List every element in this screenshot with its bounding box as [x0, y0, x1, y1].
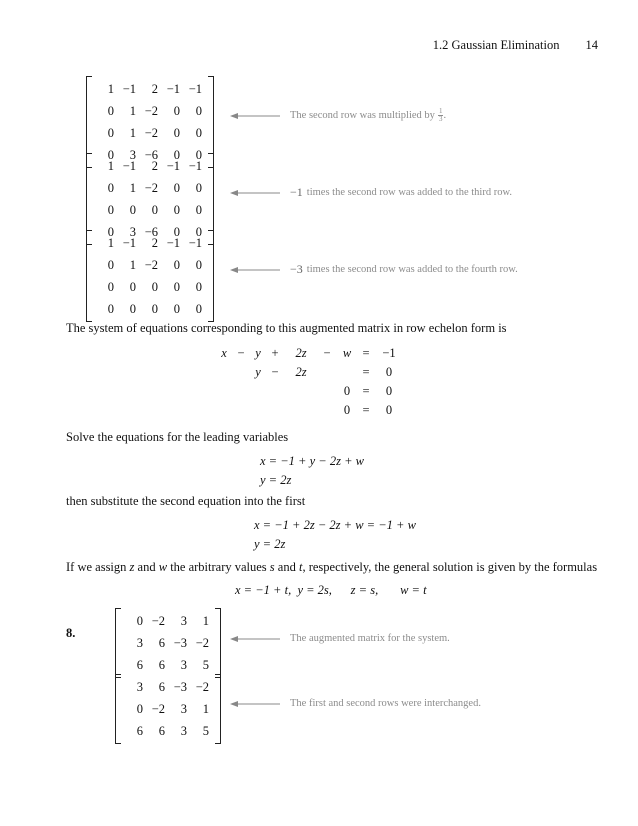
matrix-entries — [121, 674, 215, 744]
matrix-cell: −6 — [144, 225, 158, 239]
annotation-4: The augmented matrix for the system. — [230, 633, 450, 644]
left-arrow-icon — [230, 112, 280, 120]
matrix-cell: −1 — [188, 82, 202, 96]
paragraph-3: then substitute the second equation into the first — [66, 494, 306, 508]
equation-substituted-x: x = −1 + 2z − 2z + w = −1 + w — [254, 518, 416, 532]
left-arrow-icon — [230, 635, 280, 643]
matrix-cell: −2 — [144, 104, 158, 118]
system-term — [338, 363, 356, 382]
matrix-cell: 1 — [107, 159, 114, 173]
left-arrow-icon — [230, 189, 280, 197]
system-term — [316, 363, 338, 382]
matrix-cell: 0 — [195, 126, 202, 140]
matrix-cell: 6 — [136, 658, 143, 672]
matrix-cell: 0 — [195, 181, 202, 195]
paragraph-4: If we assign z and w the arbitrary values s and t, respectively, the general solution is given by the formulas — [66, 560, 598, 574]
matrix-cell: −2 — [151, 702, 165, 716]
matrix-cell: 3 — [180, 658, 187, 672]
matrix-cell: 0 — [107, 225, 114, 239]
equation-leading-x: x = −1 + y − 2z + w — [260, 454, 364, 468]
system-term: x — [221, 346, 227, 360]
equation-substituted-y: y = 2z — [254, 537, 286, 551]
matrix-cell: 0 — [173, 181, 180, 195]
matrix-cell: −2 — [144, 126, 158, 140]
matrix-cell: 3 — [136, 680, 143, 694]
system-term: = — [362, 346, 370, 360]
matrix-cell: 0 — [129, 203, 136, 217]
system-term — [286, 382, 316, 401]
matrix-cell: −1 — [166, 82, 180, 96]
equation-system — [218, 344, 402, 420]
annotation-3: −3 times the second row was added to the fourth row. — [230, 262, 518, 277]
system-term — [230, 401, 252, 420]
matrix-cell: −2 — [195, 680, 209, 694]
matrix-4 — [115, 608, 221, 678]
matrix-cell: 3 — [180, 614, 187, 628]
system-term: 0 — [385, 403, 393, 417]
matrix-cell: 0 — [173, 258, 180, 272]
matrix-cell: −1 — [188, 159, 202, 173]
matrix-cell: 0 — [195, 148, 202, 162]
matrix-cell: 0 — [129, 302, 136, 316]
matrix-cell: 0 — [107, 203, 114, 217]
matrix-cell: 0 — [195, 203, 202, 217]
problem-number: 8. — [66, 626, 76, 640]
system-term: − — [323, 346, 331, 360]
matrix-cell: 3 — [136, 636, 143, 650]
matrix-cell: 5 — [202, 658, 209, 672]
right-bracket — [215, 674, 221, 744]
matrix-cell: 0 — [173, 126, 180, 140]
matrix-cell: 6 — [136, 724, 143, 738]
system-term: 2z — [295, 365, 307, 379]
paragraph-2: Solve the equations for the leading variables — [66, 430, 289, 444]
matrix-cell: 3 — [129, 148, 136, 162]
page-number: 14 — [585, 38, 598, 52]
annotation-5: The first and second rows were interchanged. — [230, 698, 481, 709]
matrix-cell: 0 — [195, 225, 202, 239]
matrix-cell: 0 — [195, 302, 202, 316]
matrix-cell: 1 — [107, 236, 114, 250]
matrix-cell: 0 — [129, 280, 136, 294]
matrix-cell: 3 — [129, 225, 136, 239]
system-term: 0 — [385, 384, 393, 398]
matrix-cell: 1 — [129, 126, 136, 140]
matrix-cell: 1 — [129, 104, 136, 118]
matrix-3 — [86, 230, 214, 322]
matrix-cell: 0 — [107, 258, 114, 272]
section-title: 1.2 Gaussian Elimination — [432, 38, 560, 52]
matrix-cell: −2 — [144, 181, 158, 195]
matrix-cell: −3 — [173, 636, 187, 650]
matrix-cell: 0 — [173, 280, 180, 294]
matrix-cell: 1 — [202, 614, 209, 628]
matrix-cell: 2 — [151, 159, 158, 173]
system-term: 0 — [343, 384, 351, 398]
matrix-cell: −2 — [195, 636, 209, 650]
matrix-cell: 0 — [173, 302, 180, 316]
system-term: = — [362, 365, 370, 379]
system-term: y — [255, 346, 261, 360]
right-bracket — [215, 608, 221, 678]
matrix-cell: 3 — [180, 724, 187, 738]
system-term: − — [237, 346, 245, 360]
system-term: + — [271, 346, 279, 360]
matrix-cell: 5 — [202, 724, 209, 738]
general-solution: x = −1 + t, y = 2s, z = s, w = t — [235, 583, 427, 597]
system-term: 0 — [343, 403, 351, 417]
system-term: − — [271, 365, 279, 379]
matrix-cell: 0 — [107, 181, 114, 195]
matrix-cell: 0 — [173, 148, 180, 162]
matrix-cell: −1 — [122, 159, 136, 173]
matrix-cell: 0 — [151, 302, 158, 316]
matrix-cell: 0 — [195, 104, 202, 118]
matrix-cell: 2 — [151, 236, 158, 250]
matrix-cell: 6 — [158, 680, 165, 694]
system-term: w — [342, 346, 352, 360]
system-term — [218, 401, 230, 420]
system-term — [218, 382, 230, 401]
matrix-cell: 6 — [158, 636, 165, 650]
system-term: 2z — [295, 346, 307, 360]
matrix-cell: −1 — [122, 236, 136, 250]
system-term: −1 — [382, 346, 396, 360]
left-arrow-icon — [230, 700, 280, 708]
matrix-cell: −3 — [173, 680, 187, 694]
matrix-cell: 0 — [107, 280, 114, 294]
matrix-cell: −2 — [144, 258, 158, 272]
matrix-cell: 0 — [107, 126, 114, 140]
system-term: 0 — [385, 365, 393, 379]
matrix-cell: 1 — [129, 181, 136, 195]
matrix-cell: 6 — [158, 658, 165, 672]
system-term — [316, 382, 338, 401]
system-term — [230, 363, 252, 382]
equation-leading-y: y = 2z — [260, 473, 292, 487]
right-bracket — [208, 230, 214, 322]
matrix-cell: 0 — [136, 702, 143, 716]
annotation-2: −1 times the second row was added to the third row. — [230, 185, 512, 200]
matrix-cell: 3 — [180, 702, 187, 716]
matrix-cell: 0 — [173, 104, 180, 118]
matrix-cell: 0 — [136, 614, 143, 628]
matrix-cell: 0 — [107, 148, 114, 162]
matrix-cell: 1 — [129, 258, 136, 272]
system-term — [230, 382, 252, 401]
matrix-cell: 0 — [173, 203, 180, 217]
matrix-cell: −1 — [188, 236, 202, 250]
system-term — [286, 401, 316, 420]
matrix-cell: 0 — [107, 104, 114, 118]
system-term: y — [255, 365, 261, 379]
matrix-cell: 0 — [173, 225, 180, 239]
left-arrow-icon — [230, 266, 280, 274]
matrix-cell: −1 — [166, 159, 180, 173]
matrix-cell: −6 — [144, 148, 158, 162]
system-term — [316, 401, 338, 420]
system-term — [252, 382, 264, 401]
system-term — [252, 401, 264, 420]
matrix-entries — [121, 608, 215, 678]
paragraph-1: The system of equations corresponding to this augmented matrix in row echelon form is — [66, 321, 507, 335]
matrix-cell: −1 — [166, 236, 180, 250]
matrix-cell: 0 — [195, 280, 202, 294]
matrix-cell: 0 — [195, 258, 202, 272]
annotation-1: The second row was multiplied by $\frac{1}{3}$ . — [230, 108, 446, 123]
matrix-cell: 1 — [202, 702, 209, 716]
matrix-cell: 0 — [151, 280, 158, 294]
system-term — [264, 382, 286, 401]
matrix-cell: 0 — [107, 302, 114, 316]
system-term — [218, 363, 230, 382]
matrix-cell: 1 — [107, 82, 114, 96]
matrix-entries — [92, 230, 208, 322]
system-term — [264, 401, 286, 420]
matrix-cell: −2 — [151, 614, 165, 628]
matrix-cell: 2 — [151, 82, 158, 96]
matrix-cell: 0 — [151, 203, 158, 217]
page-header — [433, 38, 598, 53]
matrix-cell: −1 — [122, 82, 136, 96]
matrix-5 — [115, 674, 221, 744]
system-term: = — [362, 384, 370, 398]
matrix-cell: 6 — [158, 724, 165, 738]
system-term: = — [362, 403, 370, 417]
fraction: $\frac{1}{3}$ — [438, 107, 443, 123]
